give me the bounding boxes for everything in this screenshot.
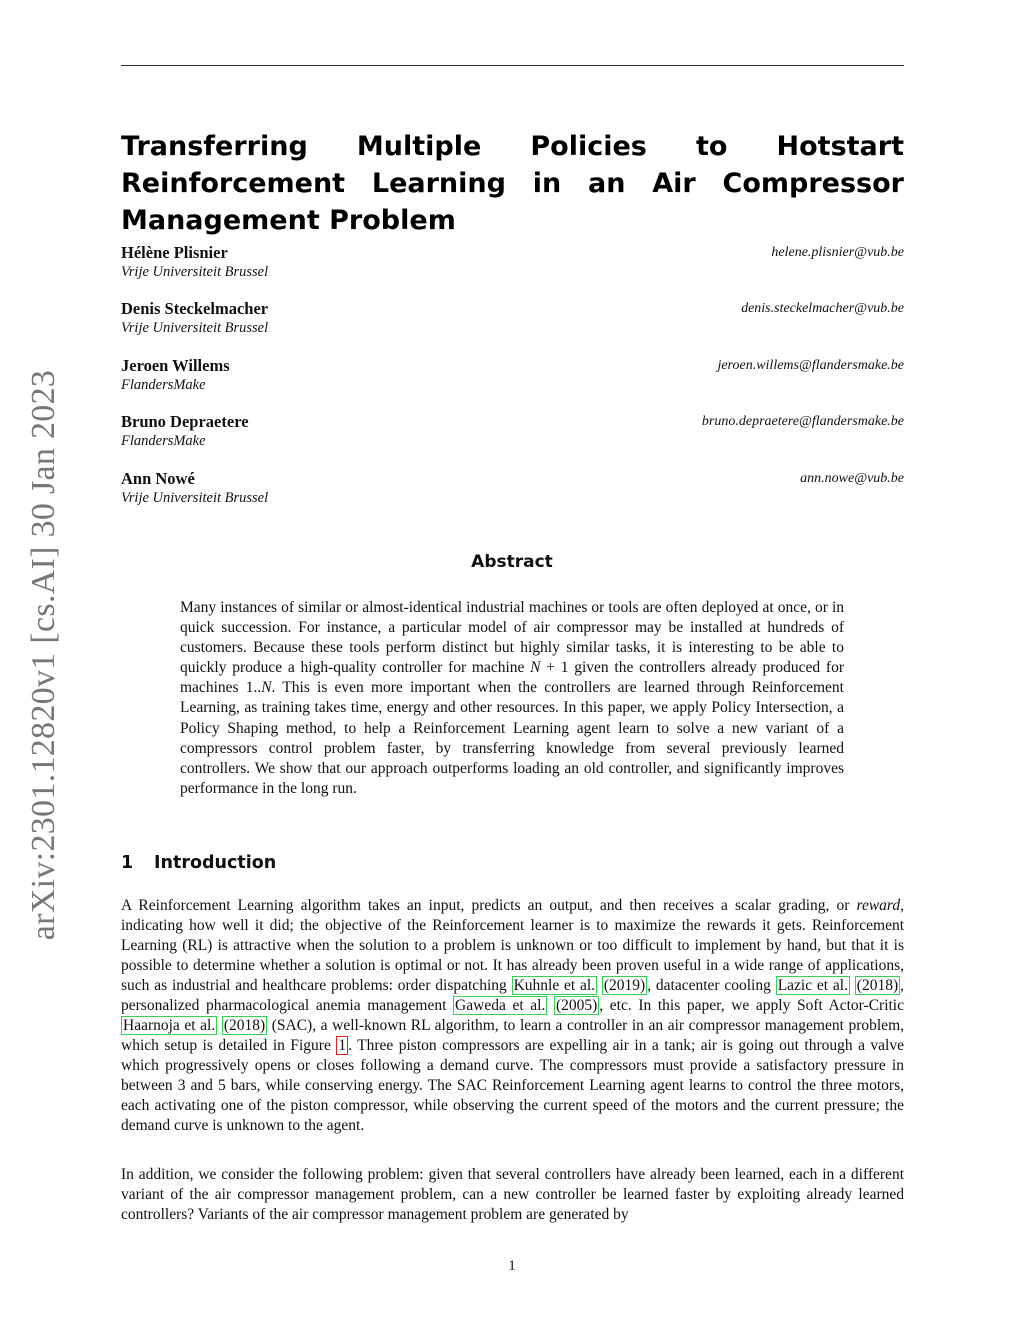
section-title: Introduction <box>154 853 277 873</box>
author-name: Jeroen Willems <box>121 356 230 375</box>
author-4 <box>121 412 904 450</box>
citation-link[interactable]: Lazic et al. <box>777 977 848 994</box>
abstract-part: + 1 given the controllers already produced for machines 1.. <box>180 659 845 697</box>
author-name: Bruno Depraetere <box>121 412 249 431</box>
author-email[interactable]: bruno.depraetere@flandersmake.be <box>701 414 904 429</box>
abstract-text <box>180 598 844 799</box>
author-affiliation: Vrije Universiteit Brussel <box>121 490 269 506</box>
emphasis: reward <box>856 897 901 914</box>
text-run: , etc. In this paper, we apply Soft Actor-Critic <box>599 997 904 1014</box>
citation-year-link[interactable]: (2019) <box>603 977 646 994</box>
abstract-heading: Abstract <box>471 552 553 572</box>
author-affiliation: Vrije Universiteit Brussel <box>121 264 269 280</box>
author-email[interactable]: helene.plisnier@vub.be <box>771 245 904 260</box>
citation-link[interactable]: Gaweda et al. <box>455 997 546 1014</box>
paper-title: Transferring Multiple Policies to Hotstart Reinforcement Learning in an Air Compressor Management Problem <box>121 131 904 236</box>
figure-ref-link[interactable]: 1 <box>338 1037 347 1054</box>
abstract-part: Many instances of similar or almost-identical industrial machines or tools are often deployed at once, or in quick succession. For instance, a particular model of air compressor may be installed at hundreds of customers. Because these tools perform distinct but highly similar tasks, it is interesting to be able to quickly produce a high-quality controller for machine <box>180 599 844 677</box>
author-email[interactable]: jeroen.willems@flandersmake.be <box>717 358 904 373</box>
author-name: Hélène Plisnier <box>121 243 228 262</box>
citation-link[interactable]: Kuhnle et al. <box>513 977 596 994</box>
citation-year-link[interactable]: (2018) <box>223 1017 266 1034</box>
arxiv-id: arXiv:2301.12820v1 [cs.AI] 30 Jan 2023 <box>25 369 62 941</box>
citation-link[interactable]: Haarnoja et al. <box>123 1017 216 1034</box>
citation-year-link[interactable]: (2005) <box>555 997 598 1014</box>
math-var: N <box>261 679 272 697</box>
author-name: Ann Nowé <box>121 469 195 488</box>
author-affiliation: FlandersMake <box>121 433 206 449</box>
section-heading <box>121 853 276 873</box>
page-number: 1 <box>508 1258 516 1274</box>
text-run: . Three piston compressors are expelling air in a tank; air is going out through a valve which progressively opens or closes following a demand curve. The compressors must provide a satisfactory pressure in between 3 and 5 bars, while conserving energy. The SAC Reinforcement Learning agent learns to control the three motors, each activating one of the piston compressor, while observing the current speed of the motors and the current pressure; the demand curve is unknown to the agent. <box>121 1037 904 1134</box>
author-affiliation: Vrije Universiteit Brussel <box>121 320 269 336</box>
citation-year-link[interactable]: (2018) <box>856 977 899 994</box>
intro-paragraph-1 <box>121 896 904 1136</box>
text-run: (SAC), a well-known RL algorithm, to learn a controller in an air compressor management problem, which setup is detailed in Figure <box>121 1017 904 1054</box>
text-run: , datacenter cooling <box>647 977 776 994</box>
author-2 <box>121 299 904 337</box>
intro-paragraph-2: In addition, we consider the following problem: given that several controllers have already been learned, each in a different variant of the air compressor management problem, can a new controller be learned faster by exploiting already learned controllers? Variants of the air compressor management problem are generated by <box>121 1166 904 1223</box>
text-run: A Reinforcement Learning algorithm takes an input, predicts an output, and then receives a scalar grading, or <box>121 897 857 914</box>
author-5 <box>121 469 904 507</box>
author-3 <box>121 356 904 394</box>
section-number: 1 <box>121 853 134 873</box>
author-email[interactable]: ann.nowe@vub.be <box>800 471 904 486</box>
header-rule <box>121 65 904 66</box>
math-var: N <box>530 659 541 677</box>
text-run: , indicating how well it did; the objective of the Reinforcement learner is to maximize the rewards it gets. Reinforcement Learning (RL) is attractive when the solution to a problem is unknown or too difficult to implement by hand, but that it is possible to determine whether a solution is optimal or not. It has already been proven useful in a wide range of applications, such as industrial and healthcare problems: order dispatching <box>121 897 904 994</box>
author-email[interactable]: denis.steckelmacher@vub.be <box>741 301 904 316</box>
text-run: , personalized pharmacological anemia management <box>121 977 904 1014</box>
abstract-part: . This is even more important when the controllers are learned through Reinforcement Learning, as training takes time, energy and other resources. In this paper, we apply Policy Intersection, a Policy Shaping method, to help a Reinforcement Learning agent learn to solve a new variant of a compressors control problem faster, by transferring knowledge from several previously learned controllers. We show that our approach outperforms loading an old controller, and significantly improves performance in the long run. <box>180 679 844 797</box>
author-name: Denis Steckelmacher <box>121 299 269 318</box>
author-1 <box>121 243 904 281</box>
author-affiliation: FlandersMake <box>121 377 206 393</box>
